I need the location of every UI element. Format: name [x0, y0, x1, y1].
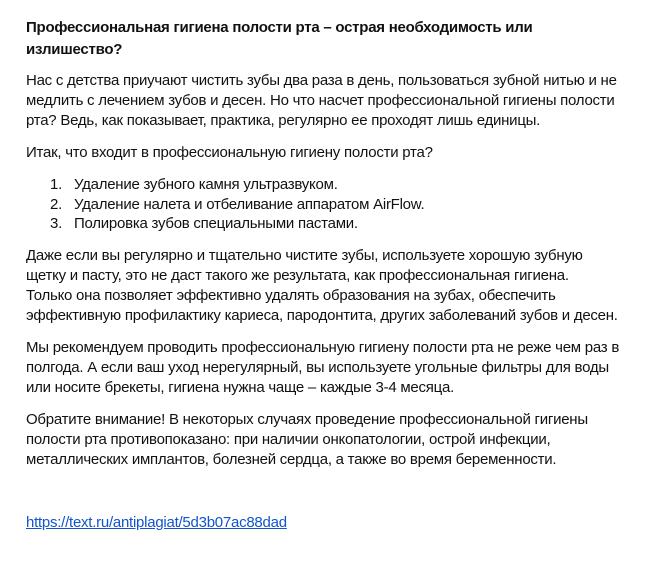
article-title: [26, 17, 645, 61]
procedure-list: [26, 175, 645, 234]
list-number: 1.: [50, 176, 63, 193]
paragraph-intro: [26, 71, 645, 131]
text-line: полости рта противопоказано: при наличии онкопатологии, острой инфекции,: [26, 430, 551, 448]
text-line: металлических имплантов, болезней сердца, а также во время беременности.: [26, 450, 557, 468]
antiplagiat-link[interactable]: https://text.ru/antiplagiat/5d3b07ac88dad: [26, 514, 287, 531]
text-line: Даже если вы регулярно и тщательно чистите зубы, используете хорошую зубную: [26, 246, 583, 264]
text-line: эффективную профилактику кариеса, пародонтита, других заболеваний зубов и десен.: [26, 306, 618, 324]
list-item: [26, 195, 645, 215]
list-number: 2.: [50, 195, 63, 213]
list-item: [26, 175, 645, 195]
list-text: Удаление зубного камня ультразвуком.: [74, 176, 338, 193]
title-line: Профессиональная гигиена полости рта – острая необходимость или: [26, 19, 533, 36]
paragraph-question: [26, 143, 645, 163]
list-text: Удаление налета и отбеливание аппаратом AirFlow.: [74, 195, 425, 213]
document-body: [26, 17, 645, 482]
text-line: Нас с детства приучают чистить зубы два раза в день, пользоваться зубной нитью и не: [26, 72, 617, 89]
title-line: излишество?: [26, 41, 123, 58]
list-number: 3.: [50, 215, 63, 232]
text-line: Итак, что входит в профессиональную гигиену полости рта?: [26, 144, 433, 161]
paragraph-results: [26, 246, 645, 326]
text-line: Только она позволяет эффективно удалять образования на зубах, обеспечить: [26, 286, 556, 304]
list-text: Полировка зубов специальными пастами.: [74, 215, 358, 232]
paragraph-warning: [26, 410, 645, 470]
text-line: рта? Ведь, как показывает, практика, регулярно ее проходят лишь единицы.: [26, 112, 541, 129]
text-line: медлить с лечением зубов и десен. Но что насчет профессиональной гигиены полости: [26, 92, 615, 109]
text-line: щетку и пасту, это не даст такого же результата, как профессиональная гигиена.: [26, 266, 569, 284]
text-line: или носите брекеты, гигиена нужна чаще – каждые 3-4 месяца.: [26, 378, 454, 396]
paragraph-frequency: [26, 338, 645, 398]
text-line: Обратите внимание! В некоторых случаях проведение профессиональной гигиены: [26, 410, 588, 428]
text-line: полгода. А если ваш уход нерегулярный, вы используете угольные фильтры для воды: [26, 358, 609, 376]
text-line: Мы рекомендуем проводить профессиональную гигиену полости рта не реже чем раз в: [26, 338, 620, 356]
list-item: [26, 214, 645, 234]
